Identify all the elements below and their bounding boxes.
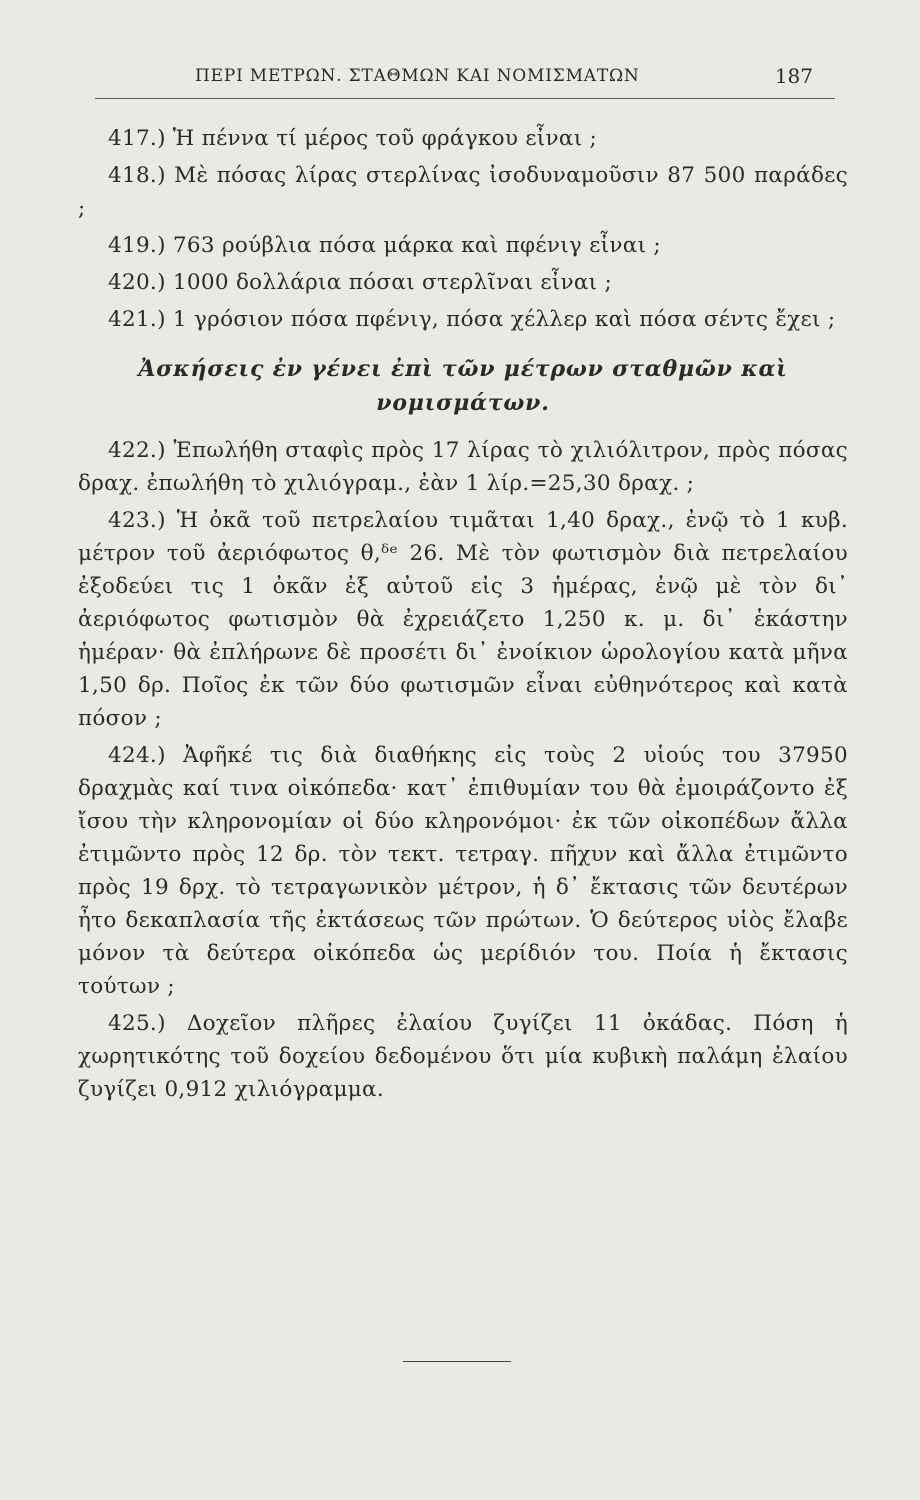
exercise-421: 421.) 1 γρόσιον πόσα πφένιγ, πόσα χέλλερ καὶ πόσα σέντς ἔχει ;	[108, 307, 836, 332]
exercise-425: 425.) Δοχεῖον πλῆρες ἐλαίου ζυγίζει 11 ὀκάδας. Πόση ἡ χωρητικότης τοῦ δοχείου δεδομένου ὅτι μία κυβικὴ παλάμη ἐλαίου ζυγίζει 0,912 χιλιόγραμμα.	[78, 1011, 848, 1102]
page-header	[95, 62, 835, 99]
end-rule	[403, 1361, 511, 1362]
page-body	[78, 122, 848, 1110]
running-title: ΠΕΡΙ ΜΕΤΡΩΝ. ΣΤΑΘΜΩΝ ΚΑΙ ΝΟΜΙΣΜΑΤΩΝ	[195, 66, 640, 86]
section-heading: Ἀσκήσεις ἐν γένει ἐπὶ τῶν μέτρων σταθμῶν καὶ νομισμάτων.	[138, 356, 788, 416]
page-number: 187	[774, 64, 813, 88]
exercise-417: 417.) Ἡ πέννα τί μέρος τοῦ φράγκου εἶναι ;	[108, 126, 598, 151]
exercise-420: 420.) 1000 δολλάρια πόσαι στερλῖναι εἶναι ;	[108, 270, 613, 295]
exercise-424: 424.) Ἀφῆκέ τις διὰ διαθήκης εἰς τοὺς 2 υἱούς του 37950 δραχμὰς καί τινα οἰκόπεδα· κατ᾽ ἐπιθυμίαν του θὰ ἐμοιράζοντο ἐξ ἴσου τὴν κληρονομίαν οἱ δύο κληρονόμοι· ἐκ τῶν οἰκοπέδων ἄλλα ἐτιμῶντο πρὸς 12 δρ. τὸν τεκτ. τετραγ. πῆχυν καὶ ἄλλα ἐτιμῶντο πρὸς 19 δρχ. τὸ τετραγωνικὸν μέτρον, ἡ δ᾽ ἔκτασις τῶν δευτέρων ἦτο δεκαπλασία τῆς ἐκτάσεως τῶν πρώτων. Ὁ δεύτερος υἱὸς ἔλαβε μόνον τὰ δεύτερα οἰκόπεδα ὡς μερίδιόν του. Ποία ἡ ἔκτασις τούτων ;	[78, 743, 848, 999]
exercise-418: 418.) Μὲ πόσας λίρας στερλίνας ἰσοδυναμοῦσιν 87 500 παράδες ;	[78, 163, 848, 221]
exercise-423: 423.) Ἡ ὀκᾶ τοῦ πετρελαίου τιμᾶται 1,40 δραχ., ἐνῷ τὸ 1 κυβ. μέτρον τοῦ ἀεριόφωτος θ,ᵟᵉ 26. Μὲ τὸν φωτισμὸν διὰ πετρελαίου ἐξοδεύει τις 1 ὀκᾶν ἐξ αὐτοῦ εἰς 3 ἡμέρας, ἐνῷ μὲ τὸν δι᾽ ἀεριόφωτος φωτισμὸν θὰ ἐχρειάζετο 1,250 κ. μ. δι᾽ ἑκάστην ἡμέραν· θὰ ἐπλήρωνε δὲ προσέτι δι᾽ ἐνοίκιον ὡρολογίου κατὰ μῆνα 1,50 δρ. Ποῖος ἐκ τῶν δύο φωτισμῶν εἶναι εὐθηνότερος καὶ κατὰ πόσον ;	[78, 508, 848, 731]
exercise-422: 422.) Ἐπωλήθη σταφὶς πρὸς 17 λίρας τὸ χιλιόλιτρον, πρὸς πόσας δραχ. ἐπωλήθη τὸ χιλιόγραμ., ἐὰν 1 λίρ.=25,30 δραχ. ;	[78, 438, 848, 496]
exercise-419: 419.) 763 ρούβλια πόσα μάρκα καὶ πφένιγ εἶναι ;	[108, 233, 661, 258]
